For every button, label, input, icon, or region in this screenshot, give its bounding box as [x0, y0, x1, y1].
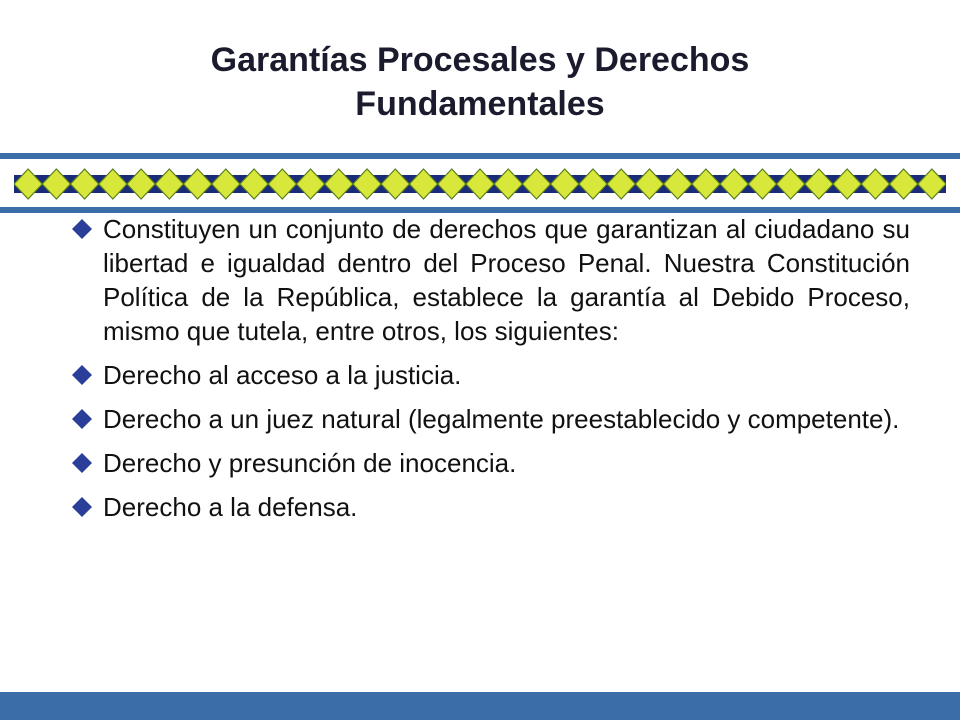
diamond-shape — [805, 169, 833, 199]
diamond-shape — [664, 169, 692, 199]
footer-bar — [0, 692, 960, 720]
diamond-shape — [353, 169, 381, 199]
bullet-text: Constituyen un conjunto de derechos que garantizan al ciudadano su libertad e igualdad dentro del Proceso Penal. Nuestra Constitución Política de la República, establece la garantía al Debido Proceso, mismo que tutela, entre otros, los siguientes: — [103, 214, 910, 346]
title-line-1: Garantías Procesales y Derechos — [210, 41, 750, 79]
diamond-bullet-icon — [72, 409, 92, 429]
slide-title — [0, 38, 960, 126]
diamond-shape — [890, 169, 918, 199]
bullet-text: Derecho al acceso a la justicia. — [103, 360, 462, 390]
diamond-shape — [296, 169, 324, 199]
diamond-bullet-icon — [72, 497, 92, 517]
diamond-shape — [409, 169, 437, 199]
diamond-bullet-icon — [72, 453, 92, 473]
diamond-shape — [268, 169, 296, 199]
diamond-shape — [466, 169, 494, 199]
diamond-shape — [777, 169, 805, 199]
bullet-item-defense — [72, 490, 910, 524]
top-divider — [0, 153, 960, 159]
diamond-shape — [70, 169, 98, 199]
diamond-shape — [692, 169, 720, 199]
diamond-shape — [861, 169, 889, 199]
diamond-shape — [720, 169, 748, 199]
diamond-shape — [635, 169, 663, 199]
bullet-list — [72, 212, 910, 534]
diamond-bullet-icon — [72, 219, 92, 239]
diamond-shape — [579, 169, 607, 199]
diamond-shape — [42, 169, 70, 199]
bullet-text: Derecho a un juez natural (legalmente preestablecido y competente). — [103, 404, 900, 434]
bullet-text: Derecho y presunción de inocencia. — [103, 448, 517, 478]
bullet-item-intro — [72, 212, 910, 348]
diamond-shape — [155, 169, 183, 199]
bullet-item-innocence — [72, 446, 910, 480]
diamond-shape — [212, 169, 240, 199]
bullet-item-natural-judge — [72, 402, 910, 436]
diamond-shape — [748, 169, 776, 199]
diamond-bullet-icon — [72, 365, 92, 385]
diamond-shape — [381, 169, 409, 199]
diamond-shape — [918, 169, 946, 199]
diamond-shape — [240, 169, 268, 199]
diamond-shape — [438, 169, 466, 199]
diamond-shape — [551, 169, 579, 199]
diamond-shape — [607, 169, 635, 199]
diamond-shape — [325, 169, 353, 199]
diamond-shape — [183, 169, 211, 199]
diamond-band-decoration — [14, 168, 946, 200]
diamond-shape — [494, 169, 522, 199]
diamond-shape — [522, 169, 550, 199]
bullet-text: Derecho a la defensa. — [103, 492, 358, 522]
diamond-shape — [127, 169, 155, 199]
diamond-shape — [833, 169, 861, 199]
title-line-2: Fundamentales — [355, 85, 605, 123]
bullet-item-access-justice — [72, 358, 910, 392]
diamond-shape — [99, 169, 127, 199]
diamond-shape — [14, 169, 42, 199]
